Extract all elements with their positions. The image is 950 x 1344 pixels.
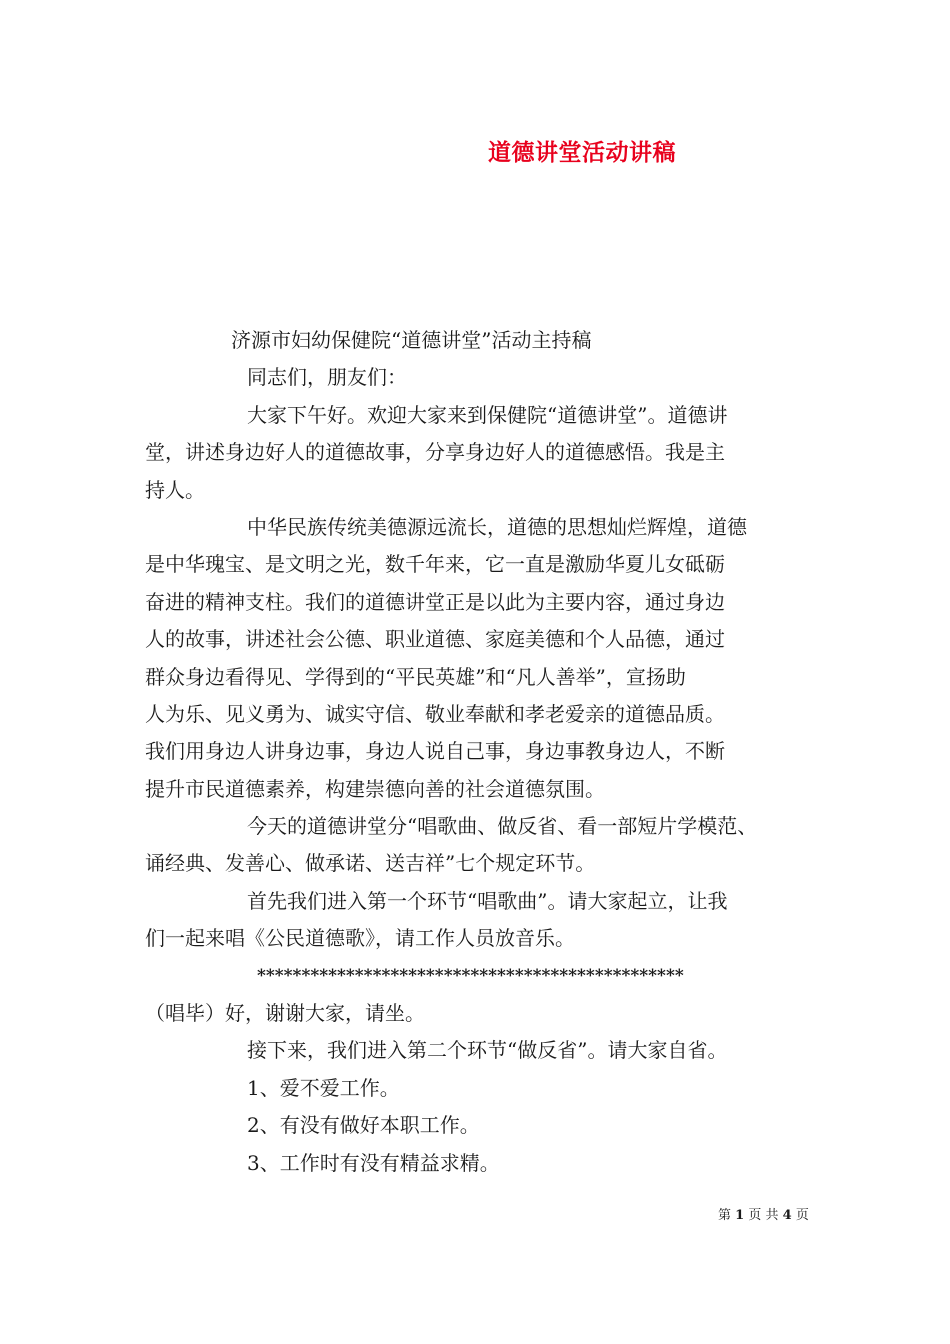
paragraph-line: 大家下午好。欢迎大家来到保健院“道德讲堂”。道德讲 <box>247 402 728 427</box>
paragraph-line: 提升市民道德素养，构建崇德向善的社会道德氛围。 <box>145 776 605 801</box>
page-current: 1 <box>735 1208 745 1223</box>
page-label-suffix: 页 <box>795 1208 809 1223</box>
paragraph-line: 持人。 <box>145 477 205 502</box>
page-label-prefix: 第 <box>718 1208 732 1223</box>
paragraph-line: 是中华瑰宝、是文明之光，数千年来，它一直是激励华夏儿女砥砺 <box>145 552 725 577</box>
list-item: 2、有没有做好本职工作。 <box>247 1113 480 1138</box>
list-item: 3、工作时有没有精益求精。 <box>247 1150 500 1175</box>
separator-stars: ************************************************ <box>257 965 684 986</box>
paragraph-line: 中华民族传统美德源远流长，道德的思想灿烂辉煌，道德 <box>247 514 747 539</box>
document-title: 道德讲堂活动讲稿 <box>488 140 676 166</box>
document-body <box>145 322 815 1182</box>
greeting-line: 同志们，朋友们： <box>247 365 407 390</box>
page-footer <box>718 1204 809 1223</box>
page-label-mid: 页 共 <box>748 1208 779 1223</box>
paragraph-line: 堂，讲述身边好人的道德故事，分享身边好人的道德感悟。我是主 <box>145 440 725 465</box>
paragraph-line: 奋进的精神支柱。我们的道德讲堂正是以此为主要内容，通过身边 <box>145 589 725 614</box>
subtitle-line: 济源市妇幼保健院“道德讲堂”活动主持稿 <box>231 328 592 352</box>
paragraph-line: 们一起来唱《公民道德歌》，请工作人员放音乐。 <box>145 926 575 951</box>
paragraph-line: 诵经典、发善心、做承诺、送吉祥”七个规定环节。 <box>145 851 596 876</box>
paragraph-line: 接下来，我们进入第二个环节“做反省”。请大家自省。 <box>247 1038 728 1063</box>
paragraph-line: 群众身边看得见、学得到的“平民英雄”和“凡人善举”，宣扬助 <box>145 664 686 689</box>
page-total: 4 <box>782 1208 792 1223</box>
paragraph-line: 首先我们进入第一个环节“唱歌曲”。请大家起立，让我 <box>247 888 728 913</box>
paragraph-line: 我们用身边人讲身边事，身边人说自己事，身边事教身边人，不断 <box>145 739 725 764</box>
paragraph-line: 人为乐、见义勇为、诚实守信、敬业奉献和孝老爱亲的道德品质。 <box>145 701 725 726</box>
paragraph-line: 今天的道德讲堂分“唱歌曲、做反省、看一部短片学模范、 <box>247 814 758 839</box>
paragraph-line: （唱毕）好，谢谢大家，请坐。 <box>145 1001 425 1026</box>
list-item: 1、爱不爱工作。 <box>247 1075 400 1100</box>
paragraph-line: 人的故事，讲述社会公德、职业道德、家庭美德和个人品德，通过 <box>145 627 725 652</box>
